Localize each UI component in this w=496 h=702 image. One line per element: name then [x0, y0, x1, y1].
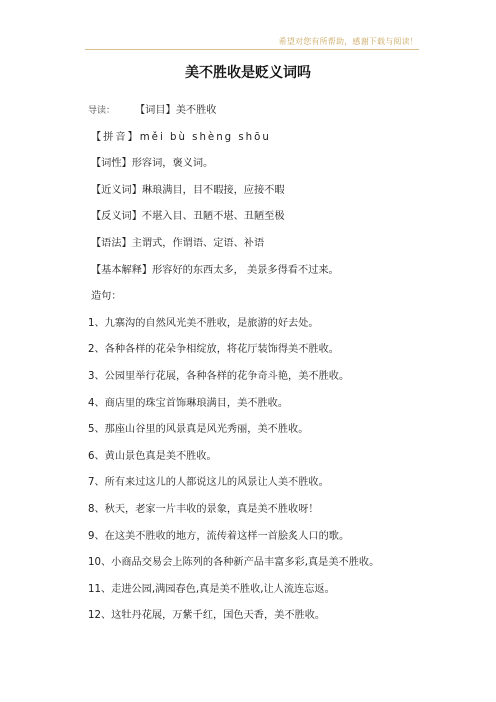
example-sentence: 9、在这美不胜收的地方，流传着这样一首脍炙人口的歌。: [88, 530, 350, 542]
example-sentence: 5、那座山谷里的风景真是风光秀丽，美不胜收。: [88, 424, 309, 436]
example-sentence: 11、走进公园,满园春色,真是美不胜收,让人流连忘返。: [88, 583, 335, 595]
entry-synonyms: 【近义词】琳琅满目，目不暇接，应接不暇: [91, 184, 285, 196]
entry-basic-meaning: 【基本解释】形容好的东西太多， 美景多得看不过来。: [91, 264, 339, 276]
entry-part-of-speech: 【词性】形容词，褒义词。: [91, 158, 214, 170]
guide-label: 导读：: [88, 106, 116, 116]
guide-row: [88, 98, 420, 125]
example-sentence: 8、秋天，老家一片丰收的景象，真是美不胜收呀！: [88, 503, 319, 515]
example-sentence: 1、九寨沟的自然风光美不胜收，是旅游的好去处。: [88, 317, 319, 329]
entry-pinyin: 【拼音】měi bù shèng shōu: [91, 131, 271, 143]
header-note: 希望对您有所帮助，感谢下载与阅读！: [278, 37, 418, 46]
entry-grammar: 【语法】主谓式，作谓语、定语、补语: [91, 237, 265, 249]
example-sentence: 6、黄山景色真是美不胜收。: [88, 450, 217, 462]
header-divider: [85, 49, 419, 50]
entry-antonyms: 【反义词】不堪入目、丑陋不堪、丑陋至极: [91, 211, 285, 223]
document-body: [88, 98, 420, 630]
example-sentence: 2、各种各样的花朵争相绽放，将花厅装饰得美不胜收。: [88, 344, 339, 356]
example-sentence: 7、所有来过这儿的人都说这儿的风景让人美不胜收。: [88, 477, 329, 489]
example-sentence: 3、公园里举行花展，各种各样的花争奇斗艳，美不胜收。: [88, 370, 350, 382]
examples-heading: 造句：: [91, 291, 122, 303]
example-sentence: 4、商店里的珠宝首饰琳琅满目，美不胜收。: [88, 397, 289, 409]
example-sentence: 12、这牡丹花展，万紫千红，国色天香，美不胜收。: [88, 610, 326, 622]
entry-term: 【词目】美不胜收: [135, 105, 217, 116]
example-sentence: 10、小商品交易会上陈列的各种新产品丰富多彩,真是美不胜收。: [88, 557, 380, 569]
document-title: 美不胜收是贬义词吗: [185, 65, 311, 81]
